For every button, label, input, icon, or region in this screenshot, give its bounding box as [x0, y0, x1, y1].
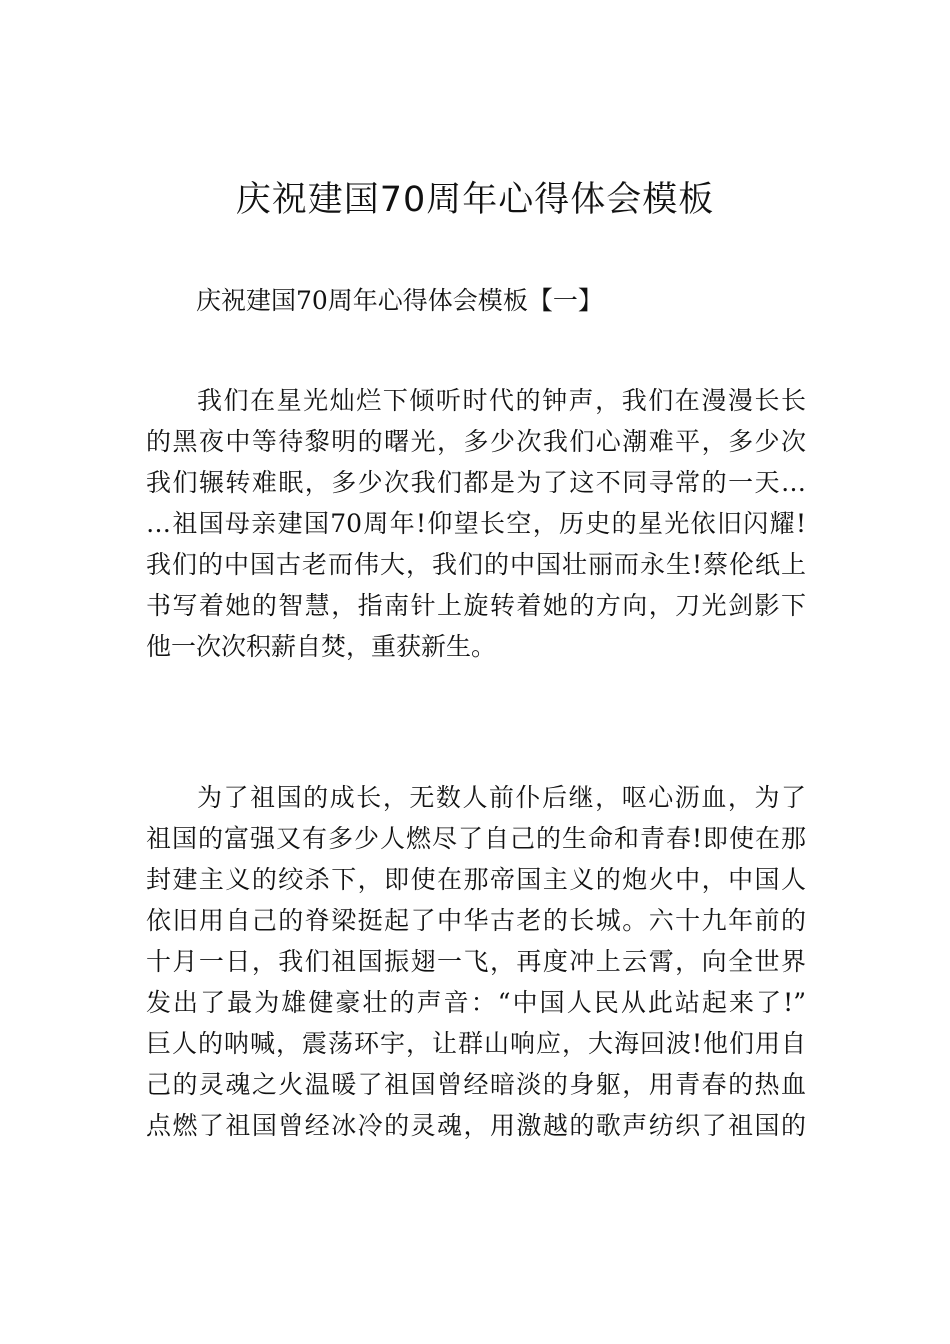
paragraph-line: 书写着她的智慧，指南针上旋转着她的方向，刀光剑影下 — [146, 591, 806, 620]
section-heading: 庆祝建国70周年心得体会模板【一】 — [196, 286, 603, 315]
paragraph-line: 巨人的呐喊，震荡环宇，让群山响应，大海回波!他们用自 — [146, 1029, 806, 1058]
paragraph-1 — [146, 380, 806, 667]
paragraph-line: 十月一日，我们祖国振翅一飞，再度冲上云霄，向全世界 — [146, 947, 806, 976]
paragraph-line: 为了祖国的成长，无数人前仆后继，呕心沥血，为了 — [197, 783, 806, 812]
paragraph-line: 点燃了祖国曾经冰冷的灵魂，用激越的歌声纺织了祖国的 — [146, 1111, 806, 1140]
document-title: 庆祝建国70周年心得体会模板 — [235, 180, 715, 220]
paragraph-line: 我们在星光灿烂下倾听时代的钟声，我们在漫漫长长 — [197, 386, 806, 415]
paragraph-line: …祖国母亲建国70周年!仰望长空，历史的星光依旧闪耀! — [146, 509, 806, 538]
paragraph-line: 的黑夜中等待黎明的曙光，多少次我们心潮难平，多少次 — [146, 427, 806, 456]
paragraph-line: 己的灵魂之火温暖了祖国曾经暗淡的身躯，用青春的热血 — [146, 1070, 806, 1099]
paragraph-line: 发出了最为雄健豪壮的声音：“中国人民从此站起来了!” — [146, 988, 806, 1017]
paragraph-line: 我们辗转难眠，多少次我们都是为了这不同寻常的一天… — [146, 468, 806, 497]
paragraph-line: 祖国的富强又有多少人燃尽了自己的生命和青春!即使在那 — [146, 824, 806, 853]
paragraph-line: 封建主义的绞杀下，即使在那帝国主义的炮火中，中国人 — [146, 865, 806, 894]
paragraph-line: 依旧用自己的脊梁挺起了中华古老的长城。六十九年前的 — [146, 906, 806, 935]
paragraph-2 — [146, 777, 806, 1146]
paragraph-line: 他一次次积薪自焚，重获新生。 — [146, 632, 497, 661]
paragraph-line: 我们的中国古老而伟大，我们的中国壮丽而永生!蔡伦纸上 — [146, 550, 806, 579]
